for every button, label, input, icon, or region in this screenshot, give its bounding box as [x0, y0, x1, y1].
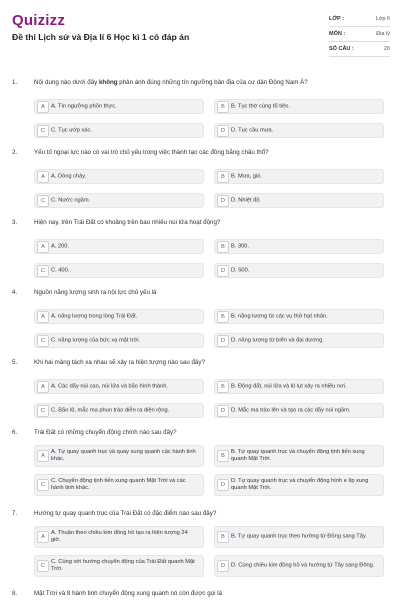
option-text: B. Mưa, gió.: [231, 173, 262, 179]
option-letter: D: [217, 479, 229, 491]
option-text: C. năng lượng của bức xạ mặt trời.: [51, 337, 141, 343]
option-letter: A: [37, 531, 49, 543]
option-letter: A: [37, 171, 49, 183]
option-d[interactable]: [214, 123, 384, 138]
question-number: 7.: [12, 510, 18, 517]
option-b[interactable]: [214, 526, 384, 548]
option-c[interactable]: [34, 193, 204, 208]
option-c[interactable]: [34, 123, 204, 138]
option-letter: B: [217, 311, 229, 323]
option-b[interactable]: [214, 445, 384, 467]
option-text: B. 300.: [231, 243, 250, 249]
option-letter: C: [37, 335, 49, 347]
option-text: C. Nước ngầm.: [51, 197, 91, 203]
option-d[interactable]: [214, 333, 384, 348]
option-c[interactable]: [34, 263, 204, 278]
option-text: C. 400.: [51, 267, 70, 273]
question-text: Mặt Trời và 8 hành tinh chuyển động xung quanh nó còn được gọi là: [34, 590, 223, 597]
option-a[interactable]: [34, 309, 204, 324]
option-text: D. Nhiệt độ.: [231, 197, 262, 203]
option-b[interactable]: [214, 379, 384, 394]
question-text-emphasis: không: [98, 79, 118, 86]
option-letter: B: [217, 171, 229, 183]
option-text: D. Cùng chiều kim đồng hồ và hướng từ Tây sang Đông.: [231, 562, 375, 569]
meta-label: LỚP :: [329, 16, 344, 22]
meta-row-subject: [329, 27, 390, 42]
option-letter: A: [37, 381, 49, 393]
question-text: Hiện nay, trên Trái Đất có khoảng trên bao nhiêu núi lửa hoạt động?: [34, 219, 221, 226]
option-letter: A: [37, 241, 49, 253]
option-b[interactable]: [214, 99, 384, 114]
option-letter: B: [217, 381, 229, 393]
question-text: Khi hai mảng tách xa nhau sẽ xảy ra hiện tượng nào sau đây?: [34, 359, 205, 366]
page-title: Đề thi Lịch sử và Địa lí 6 Học kì 1 có đáp án: [12, 32, 190, 42]
option-letter: C: [37, 405, 49, 417]
option-d[interactable]: [214, 474, 384, 496]
option-letter: D: [217, 125, 229, 137]
option-text: B. năng lượng từ các vụ thử hạt nhân.: [231, 313, 328, 319]
option-d[interactable]: [214, 263, 384, 278]
option-text: A. Tự quay quanh trục và quay xung quanh các hành tinh khác.: [51, 449, 196, 462]
option-text: B. Động đất, núi lửa và lũ lụt xảy ra nhiều nơi.: [231, 383, 347, 389]
option-letter: B: [217, 531, 229, 543]
question-number: 2.: [12, 149, 18, 156]
option-a[interactable]: [34, 526, 204, 548]
option-letter: C: [37, 479, 49, 491]
option-text: A. Dòng chảy.: [51, 173, 87, 179]
meta-row-grade: [329, 12, 390, 27]
option-letter: A: [37, 101, 49, 113]
option-letter: A: [37, 450, 49, 462]
option-b[interactable]: [214, 169, 384, 184]
option-c[interactable]: [34, 403, 204, 418]
question-number: 8.: [12, 590, 18, 597]
option-d[interactable]: [214, 403, 384, 418]
option-a[interactable]: [34, 239, 204, 254]
option-a[interactable]: [34, 379, 204, 394]
option-letter: D: [217, 265, 229, 277]
option-b[interactable]: [214, 239, 384, 254]
option-text: C. Tục ướp xác.: [51, 127, 92, 133]
option-letter: B: [217, 241, 229, 253]
option-letter: C: [37, 195, 49, 207]
question-text: Hướng tự quay quanh trục của Trái Đất có đặc điểm nào sau đây?: [34, 510, 217, 517]
option-letter: C: [37, 560, 49, 572]
meta-value: Địa lý: [376, 31, 390, 37]
question-number: 5.: [12, 359, 18, 366]
option-b[interactable]: [214, 309, 384, 324]
option-letter: A: [37, 311, 49, 323]
option-letter: D: [217, 335, 229, 347]
option-text: D. năng lượng từ biển và đại dương.: [231, 337, 324, 343]
option-text: D. Tục cầu mưa.: [231, 127, 274, 133]
option-letter: D: [217, 405, 229, 417]
option-text: B. Tự quay quanh trục theo hướng từ Đông sang Tây.: [231, 533, 367, 540]
question-text: Nguồn năng lượng sinh ra nội lực chủ yếu là: [34, 289, 157, 296]
option-letter: D: [217, 195, 229, 207]
option-text: D. Tự quay quanh trục và chuyển động hình e líp xung quanh Mặt Trời.: [231, 478, 369, 491]
option-d[interactable]: [214, 555, 384, 577]
option-text: B. Tự quay quanh trục và chuyển động tịnh tiến xung quanh Mặt Trời.: [231, 449, 365, 462]
question-text: Yếu tố ngoại lực nào có vai trò chủ yếu trong việc thành tạo các đồng bằng châu thổ?: [34, 149, 269, 156]
option-text: A. 200.: [51, 243, 70, 249]
option-c[interactable]: [34, 333, 204, 348]
option-c[interactable]: [34, 474, 204, 496]
option-text: A. Các dãy núi cao, núi lửa và bão hình thành.: [51, 383, 169, 389]
question-number: 6.: [12, 429, 18, 436]
option-a[interactable]: [34, 169, 204, 184]
option-text: C. Bão lũ, mắc ma phun trào diễn ra diện rộng.: [51, 407, 170, 413]
question-text: Trái Đất có những chuyển động chính nào sau đây?: [34, 429, 177, 436]
meta-label: MÔN :: [329, 31, 346, 37]
page-header: [0, 0, 400, 68]
question-number: 3.: [12, 219, 18, 226]
option-text: D. 500.: [231, 267, 250, 273]
question-text: [34, 79, 374, 87]
meta-value: 20: [383, 46, 390, 52]
question-text-part: Nội dung nào dưới đây: [34, 79, 99, 86]
option-d[interactable]: [214, 193, 384, 208]
option-letter: B: [217, 450, 229, 462]
meta-panel: [329, 12, 390, 57]
option-text: D. Mắc ma trào lên và tạo ra các dãy núi ngầm.: [231, 407, 351, 413]
option-text: C. Cùng với hướng chuyển động của Trái Đất quanh Mặt Trời.: [51, 559, 195, 572]
option-text: A. năng lượng trong lòng Trái Đất.: [51, 313, 138, 319]
option-a[interactable]: [34, 445, 204, 467]
option-a[interactable]: [34, 99, 204, 114]
question-text-part: phản ánh đúng những tín ngưỡng bản địa của cư dân Đông Nam Á?: [117, 79, 308, 86]
option-c[interactable]: [34, 555, 204, 577]
option-letter: C: [37, 265, 49, 277]
meta-label: SỐ CÂU :: [329, 46, 354, 52]
option-text: C. Chuyển động tịnh tiến xung quanh Mặt Trời và các hành tinh khác.: [51, 478, 186, 491]
question-number: 4.: [12, 289, 18, 296]
option-text: A. Tín ngưỡng phồn thực.: [51, 103, 117, 109]
option-letter: B: [217, 101, 229, 113]
option-letter: C: [37, 125, 49, 137]
meta-value: Lớp 6: [375, 16, 390, 22]
option-text: A. Thuận theo chiều kim đồng hồ tạo ra hiện tượng 24 giờ.: [51, 530, 188, 543]
option-letter: D: [217, 560, 229, 572]
meta-row-count: [329, 42, 390, 57]
question-number: 1.: [12, 79, 18, 86]
quizizz-logo: Quizizz: [12, 12, 66, 29]
option-text: B. Tục thờ cúng tổ tiên.: [231, 103, 290, 109]
